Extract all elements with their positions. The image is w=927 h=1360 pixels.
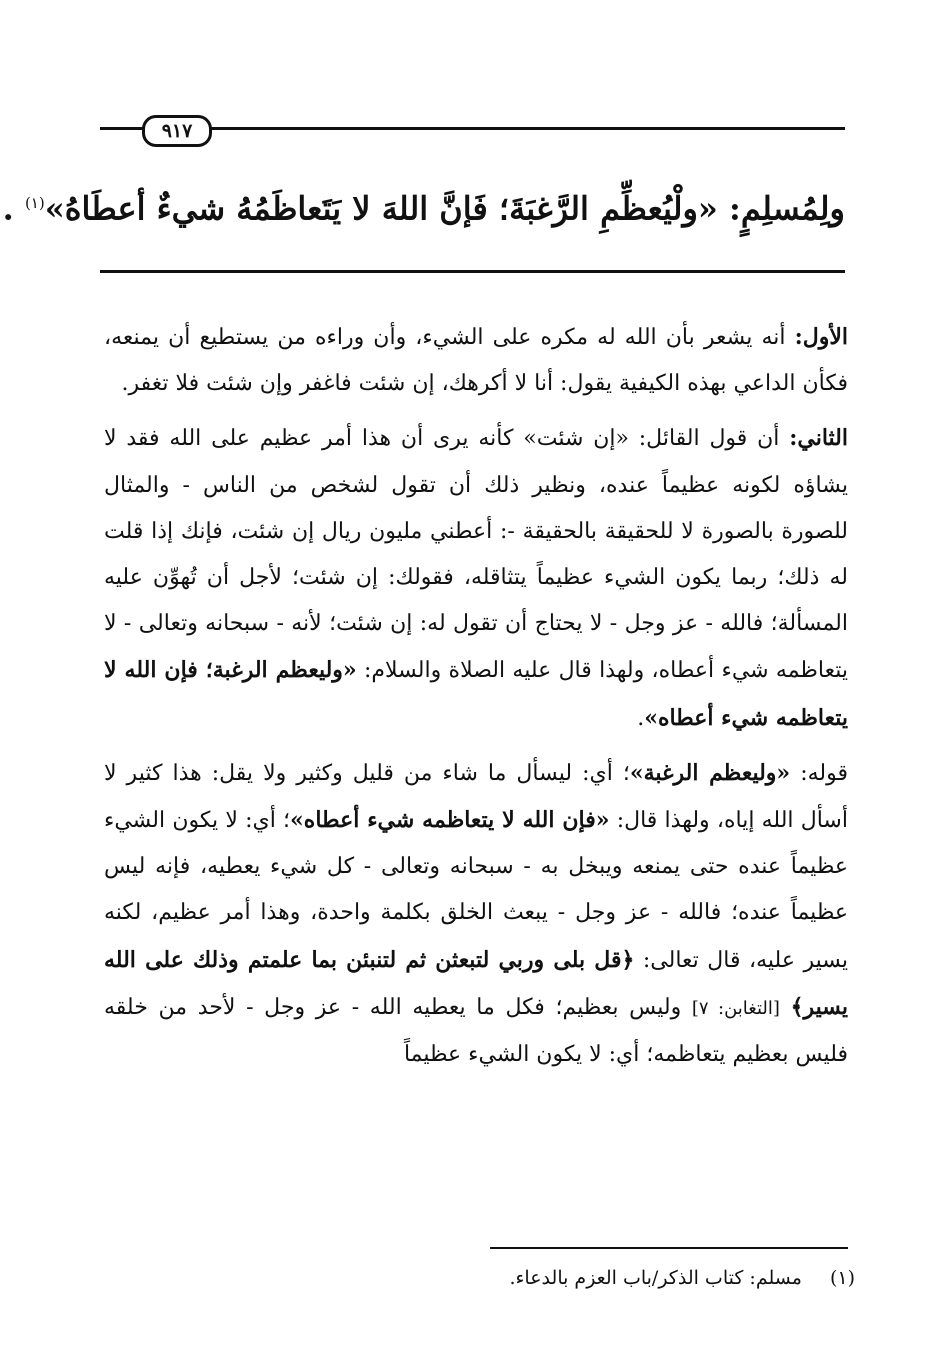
verse-citation: [التغابن: ٧]	[691, 997, 780, 1019]
paragraph-text: ؛ أي: ليسأل ما شاء من قليل وكثير ولا يقل: هذا كثير لا أسأل الله إياه، ولهذا قال:	[104, 760, 848, 834]
page-number: ٩١٧	[142, 115, 212, 147]
paragraph-text: وليس بعظيم؛ فكل ما يعطيه الله - عز وجل - لأحد من خلقه فليس بعظيم يتعاظمه؛ أي: لا يكون الشيء عظيماً	[104, 994, 848, 1068]
hadith-text: «ولْيُعظِّمِ الرَّغبَةَ؛ فَإنَّ اللهَ لا يَتَعاظَمُهُ شيءٌ أعطَاهُ»	[44, 189, 718, 228]
footnote-ref[interactable]: (١)	[24, 194, 45, 212]
hadith-prefix: ولِمُسلِمٍ:	[729, 189, 845, 228]
paragraph-text: أنه يشعر بأن الله له مكره على الشيء، وأن وراءه من يستطيع أن يمنعه، فكأن الداعي بهذه الكيفية يقول: أنا لا أكرهك، إن شئت فاغفر وإن شئت فلا تغفر.	[104, 325, 848, 397]
paragraph-lead: قوله:	[800, 760, 848, 786]
hadith-end: .	[2, 189, 14, 228]
footnote	[300, 1262, 855, 1294]
paragraph-text: أن قول القائل: «إن شئت» كأنه يرى أن هذا أمر عظيم على الله فقد لا يشاؤه لكونه عظيماً عنده، ونظير ذلك أن تقول لشخص من الناس - والمثال للصورة بالصورة لا للحقيقة بالحقيقة -: أعطني مليون ريال إن شئت، فإنك إذا قلت له ذلك؛ ربما يكون الشيء عظيماً يتثاقله، فقولك: إن شئت؛ لأجل أن تُهوِّن عليه المسألة؛ فالله - عز وجل - لا يحتاج أن تقول له: إن شئت؛ لأنه - سبحانه وتعالى - لا يتعاظمه شيء أعطاه، ولهذا قال عليه الصلاة والسلام:	[104, 426, 849, 684]
paragraph-label: الثاني:	[789, 425, 848, 452]
footnote-number: (١)	[829, 1267, 855, 1289]
page-header	[100, 115, 845, 145]
quran-verse: ﴿قل بلى وربي لتبعثن ثم لتنبئن بما علمتم وذلك على الله يسير﴾	[104, 946, 848, 1020]
paragraph-label: الأول:	[794, 324, 848, 350]
hadith-quote: «وليعظم الرغبة»	[629, 759, 791, 786]
footnote-text: مسلم: كتاب الذكر/باب العزم بالدعاء.	[509, 1267, 802, 1289]
hadith-heading	[2, 168, 845, 238]
hadith-quote: «وليعظم الرغبة؛ فإن الله لا يتعاظمه شيء أعطاه»	[104, 657, 848, 731]
paragraph-first	[104, 314, 848, 407]
hadith-quote: «فإن الله لا يتعاظمه شيء أعطاه»	[290, 807, 610, 834]
paragraph-text: ؛ أي: لا يكون الشيء عظيماً عنده حتى يمنعه ويبخل به - سبحانه وتعالى - كل شيء يعطيه، فإنه ليس عظيماً عنده؛ فالله - عز وجل - يبعث الخلق بكلمة واحدة، وهذا أمر عظيم، لكنه يسير عليه، قال تعالى:	[104, 808, 849, 973]
section-rule	[100, 270, 845, 273]
paragraph-end: .	[637, 705, 645, 731]
body-text	[104, 314, 848, 1078]
paragraph-second	[104, 415, 848, 741]
footnote-rule	[490, 1247, 848, 1249]
paragraph-third	[104, 750, 848, 1078]
